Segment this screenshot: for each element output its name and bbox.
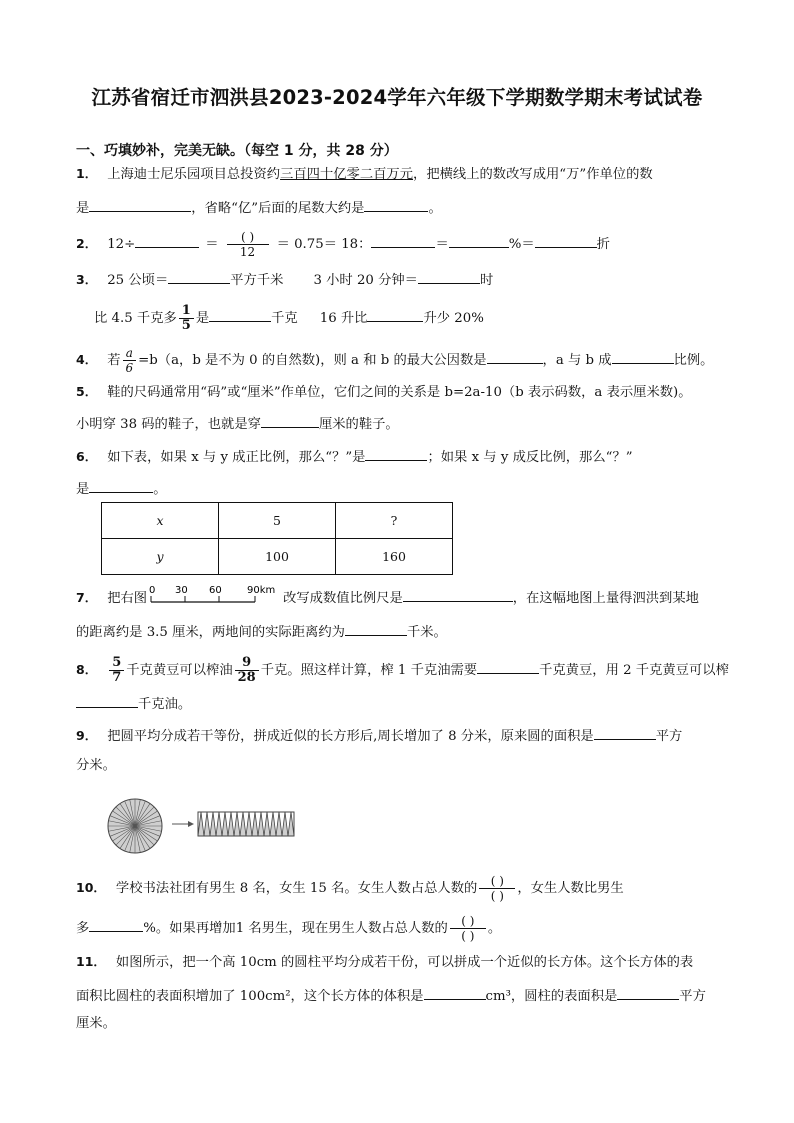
table-cell: ? <box>336 503 453 539</box>
answer-blank[interactable] <box>135 232 199 248</box>
answer-blank[interactable] <box>371 232 435 248</box>
question-3: 3． 25 公顷＝ 平方千米 3 小时 20 分钟＝ 时 <box>76 268 493 291</box>
table-row <box>102 503 453 539</box>
xy-table <box>101 502 453 575</box>
question-11-cont2: 厘米。 <box>76 1016 116 1031</box>
underlined-number: 三百四十亿零二百万元 <box>280 167 414 182</box>
scale-label: 30 <box>175 585 188 596</box>
divided-circle <box>108 799 162 853</box>
answer-blank[interactable] <box>535 232 597 248</box>
table-row <box>102 539 453 575</box>
answer-blank[interactable] <box>487 348 543 364</box>
question-7: 7． 把右图 0 30 60 90km 改写成数值比例尺是 ，在这幅地图上量得泗洪到某地 <box>76 584 699 613</box>
question-11: 11． 如图所示，把一个高 10cm 的圆柱平均分成若干份，可以拼成一个近似的长方体。这个长方体的表 <box>76 954 694 970</box>
table-cell: 160 <box>336 539 453 575</box>
question-number: 9． <box>76 728 98 743</box>
answer-blank[interactable] <box>89 916 143 932</box>
fraction: $\frac{1}{5}$ <box>179 304 194 333</box>
fraction: $\frac{9}{28}$ <box>235 656 259 685</box>
fraction: $\frac{( )}{12}$ <box>227 230 269 259</box>
fraction: $\frac{( )}{( )}$ <box>450 914 486 943</box>
scale-label: 0 <box>149 585 156 596</box>
answer-blank[interactable] <box>345 620 407 636</box>
answer-blank[interactable] <box>364 196 428 212</box>
question-number: 1． <box>76 166 98 181</box>
approximate-rectangle <box>198 812 294 836</box>
section-heading: 一、巧填妙补，完美无缺。（每空 1 分，共 28 分） <box>76 143 398 159</box>
table-cell: 5 <box>219 503 336 539</box>
question-number: 3． <box>76 272 98 287</box>
question-1-cont: 是 ，省略“亿”后面的尾数大约是 。 <box>76 196 442 219</box>
question-number: 6． <box>76 449 98 464</box>
answer-blank[interactable] <box>424 984 486 1000</box>
question-9: 9． 把圆平均分成若干等份，拼成近似的长方形后,周长增加了 8 分米，原来圆的面积是 平方 <box>76 724 682 747</box>
table-cell: y <box>102 539 219 575</box>
question-number: 4． <box>76 352 98 367</box>
question-2: 2． 12÷ ＝ $\frac{( )}{12}$ ＝ 0.75＝ 18： ＝ %＝ 折 <box>76 230 610 259</box>
answer-blank[interactable] <box>209 306 271 322</box>
answer-blank[interactable] <box>367 306 423 322</box>
question-number: 8． <box>76 662 98 677</box>
fraction: $\frac{( )}{( )}$ <box>479 874 515 903</box>
scale-label: 90km <box>247 585 276 596</box>
answer-blank[interactable] <box>89 196 191 212</box>
question-5-cont: 小明穿 38 码的鞋子，也就是穿 厘米的鞋子。 <box>76 412 399 435</box>
question-number: 2． <box>76 236 98 251</box>
question-6: 6． 如下表，如果 x 与 y 成正比例，那么“？”是 ；如果 x 与 y 成反比例，那么“？” <box>76 445 633 468</box>
answer-blank[interactable] <box>617 984 679 1000</box>
answer-blank[interactable] <box>403 586 513 602</box>
fraction: $\frac{a}{6}$ <box>123 346 137 375</box>
fraction: $\frac{5}{7}$ <box>109 656 124 685</box>
answer-blank[interactable] <box>76 692 138 708</box>
scale-label: 60 <box>209 585 222 596</box>
question-6-cont: 是 。 <box>76 477 167 500</box>
answer-blank[interactable] <box>168 268 230 284</box>
question-8-cont: 千克油。 <box>76 692 191 715</box>
table-cell: 100 <box>219 539 336 575</box>
answer-blank[interactable] <box>612 348 674 364</box>
answer-blank[interactable] <box>449 232 509 248</box>
question-number: 11． <box>76 954 106 969</box>
question-10-cont: 多 %。如果再增加1 名男生，现在男生人数占总人数的 $\frac{( )}{( )}$ 。 <box>76 914 502 943</box>
question-11-cont: 面积比圆柱的表面积增加了 100cm²，这个长方体的体积是 cm³，圆柱的表面积是 平方 <box>76 984 706 1007</box>
question-8: 8． $\frac{5}{7}$ 千克黄豆可以榨油 $\frac{9}{28}$ 千克。照这样计算，榨 1 千克油需要 千克黄豆，用 2 千克黄豆可以榨 <box>76 655 729 685</box>
answer-blank[interactable] <box>261 412 319 428</box>
question-1: 1． 上海迪士尼乐园项目总投资约三百四十亿零二百万元，把横线上的数改写成用“万”作单位的数 <box>76 166 653 182</box>
question-7-cont: 的距离约是 3.5 厘米，两地间的实际距离约为 千米。 <box>76 620 447 643</box>
line-scale-bar <box>147 584 283 613</box>
page-title: 江苏省宿迁市泗洪县2023-2024学年六年级下学期数学期末考试试卷 <box>91 86 703 109</box>
question-3-cont: 比 4.5 千克多 $\frac{1}{5}$ 是 千克 16 升比 升少 20% <box>94 303 484 333</box>
answer-blank[interactable] <box>418 268 480 284</box>
question-9-cont: 分米。 <box>76 758 116 773</box>
answer-blank[interactable] <box>477 658 539 674</box>
question-4: 4． 若 $\frac{a}{6}$ =b（a，b 是不为 0 的自然数)，则 a 和 b 的最大公因数是 ，a 与 b 成 比例。 <box>76 346 714 375</box>
table-cell: x <box>102 503 219 539</box>
question-10: 10． 学校书法社团有男生 8 名，女生 15 名。女生人数占总人数的 $\frac{( )}{( )}$ ，女生人数比男生 <box>76 874 624 903</box>
question-number: 5． <box>76 384 98 399</box>
answer-blank[interactable] <box>365 445 427 461</box>
question-number: 10． <box>76 880 106 895</box>
circle-to-rectangle-figure <box>104 796 304 860</box>
answer-blank[interactable] <box>89 477 153 493</box>
question-5: 5． 鞋的尺码通常用“码”或“厘米”作单位，它们之间的关系是 b=2a-10（b 表示码数，a 表示厘米数)。 <box>76 384 692 400</box>
question-number: 7． <box>76 590 98 605</box>
answer-blank[interactable] <box>594 724 656 740</box>
